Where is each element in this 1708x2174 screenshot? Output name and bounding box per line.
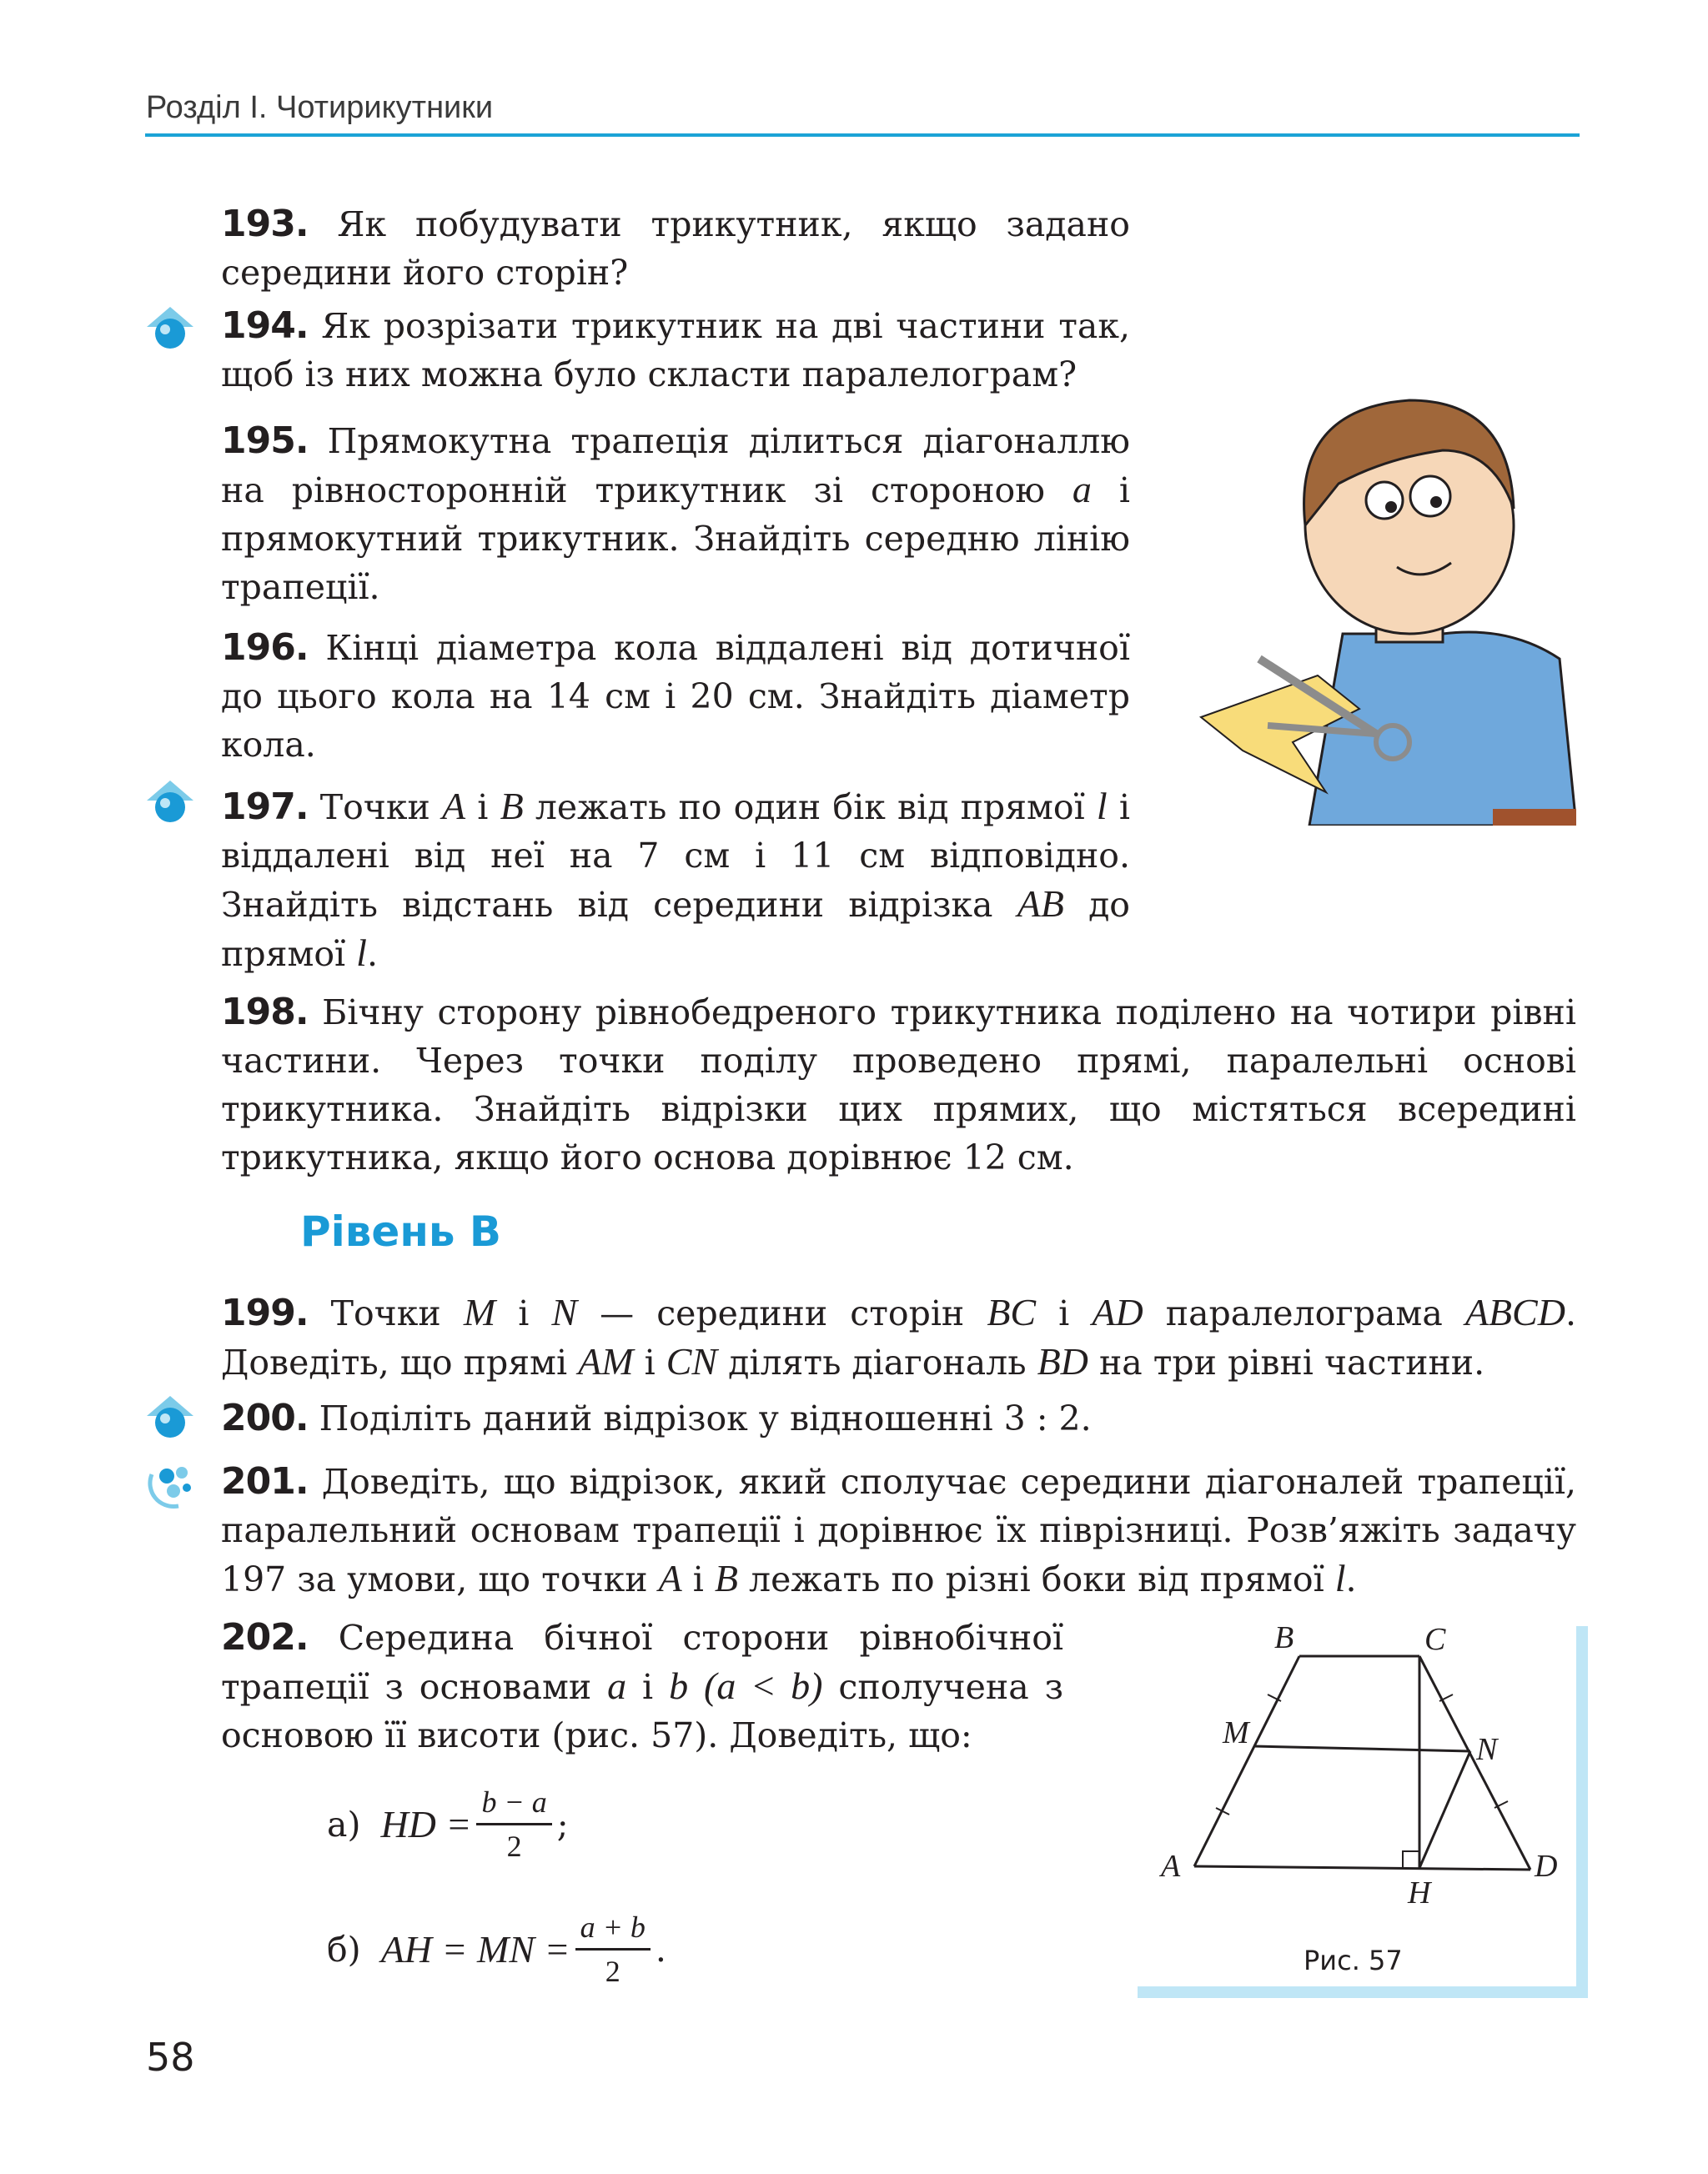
segment-NH xyxy=(1419,1751,1470,1868)
math-variable: b xyxy=(669,1664,689,1707)
math-variable: A xyxy=(442,785,466,827)
math-variable: M xyxy=(463,1291,496,1333)
problem-number: 197. xyxy=(221,786,309,828)
formula-label: а) xyxy=(327,1804,361,1845)
label-C: C xyxy=(1424,1626,1446,1657)
problem-number: 202. xyxy=(221,1616,309,1659)
label-D: D xyxy=(1535,1849,1558,1884)
problem-text: і xyxy=(465,787,500,827)
math-variable: CN xyxy=(666,1340,718,1383)
problem-200 xyxy=(221,1394,1576,1443)
problem-text: і віддалені від неї на 7 см і 11 см відповідно. Знайдіть відстань від середини відрізка xyxy=(221,787,1130,925)
figure-caption: Рис. 57 xyxy=(1304,1945,1403,1976)
fraction xyxy=(575,1910,651,1989)
right-angle-mark xyxy=(1403,1851,1419,1868)
label-M: M xyxy=(1223,1715,1249,1750)
base-AD xyxy=(1194,1866,1530,1870)
math-variable: l xyxy=(356,931,367,974)
problem-text: лежать по один бік від прямої xyxy=(523,787,1097,827)
problem-number: 194. xyxy=(221,304,309,347)
math-condition: (a < b) xyxy=(704,1664,823,1707)
problem-number: 200. xyxy=(221,1397,309,1439)
math-variable: AB xyxy=(1017,882,1064,925)
side-AB xyxy=(1194,1656,1299,1866)
problem-number: 195. xyxy=(221,419,309,462)
problem-text: Як розрізати трикутник на дві частини так, щоб із них можна було скласти паралелограм? xyxy=(221,306,1130,394)
boy-with-scissors-illustration xyxy=(1193,359,1576,826)
label-H: H xyxy=(1408,1875,1431,1910)
problem-text: Середина бічної сторони рівнобічної трапеції з основами xyxy=(221,1618,1063,1707)
math-variable: ABCD xyxy=(1464,1291,1565,1333)
problem-202 xyxy=(221,1614,1063,1760)
math-variable: l xyxy=(1096,785,1108,827)
formula-b xyxy=(327,1910,666,1989)
math-variable: AD xyxy=(1092,1291,1143,1333)
math-variable: BD xyxy=(1037,1340,1088,1383)
problem-text: Доведіть, що відрізок, який сполучає середини діагоналей трапеції, паралельний основам трапеції і дорівнює їх піврізниці. Розв’яжіть задачу 197 за умови, що точки xyxy=(221,1462,1576,1599)
problem-text: Поділіть даний відрізок у відношенні 3 : 2. xyxy=(319,1398,1092,1438)
problem-text: паралелограма xyxy=(1143,1293,1465,1333)
problem-text: — середини сторін xyxy=(577,1293,987,1333)
problem-text: на три рівні частини. xyxy=(1088,1343,1485,1383)
figure-frame-bottom xyxy=(1138,1986,1588,1998)
problem-text: . xyxy=(1345,1559,1357,1599)
level-marker-icon xyxy=(143,302,197,355)
trapezoid-figure xyxy=(1143,1626,1576,1985)
formula-lhs-text: HD = xyxy=(380,1803,472,1845)
math-variable: a xyxy=(607,1664,627,1707)
problem-text: і xyxy=(495,1293,552,1333)
problem-number: 199. xyxy=(221,1292,309,1334)
problem-text: сполучена з основою її висоти (рис. 57). Доведіть, що: xyxy=(221,1667,1063,1755)
problem-text: і прямокутний трикутник. Знайдіть середню лінію трапеції. xyxy=(221,470,1131,607)
level-marker-icon xyxy=(143,776,197,829)
problem-196 xyxy=(221,624,1130,769)
problem-number: 196. xyxy=(221,626,309,669)
level-heading: Рівень В xyxy=(300,1207,502,1256)
problem-198 xyxy=(221,988,1576,1182)
figure-frame-right xyxy=(1576,1626,1588,1998)
problem-194 xyxy=(221,302,1130,399)
bubbles-icon xyxy=(143,1458,197,1511)
problem-text: і xyxy=(626,1667,670,1707)
fraction-numerator: a + b xyxy=(575,1910,651,1951)
problem-text xyxy=(688,1667,704,1707)
problem-text: Точки xyxy=(319,787,442,827)
section-header: Розділ І. Чотирикутники xyxy=(146,90,494,125)
level-marker-icon xyxy=(143,1391,197,1444)
problem-text: і xyxy=(681,1559,715,1599)
label-B: B xyxy=(1274,1626,1294,1655)
fraction-numerator: b − a xyxy=(476,1785,551,1825)
problem-number: 201. xyxy=(221,1460,309,1503)
problem-text: . Доведіть, що прямі xyxy=(221,1293,1576,1383)
math-variable: B xyxy=(714,1557,738,1599)
fraction-denominator: 2 xyxy=(605,1955,620,1988)
page-number: 58 xyxy=(146,2035,195,2080)
problem-text: лежать по різні боки від прямої xyxy=(738,1559,1335,1599)
problem-197 xyxy=(221,782,1130,978)
problem-201 xyxy=(221,1458,1576,1604)
problem-text: Бічну сторону рівнобедреного трикутника поділено на чотири рівні частини. Через точки поділу проведено прямі, паралельні основі трикутника. Знайдіть відрізки цих прямих, що містяться всередині трикутника, якщо його основа дорівнює 12 см. xyxy=(221,992,1576,1177)
math-variable: a xyxy=(1072,468,1092,510)
formula-lhs-text: AH = MN = xyxy=(380,1928,570,1971)
problem-number: 198. xyxy=(221,991,309,1033)
problem-text: . xyxy=(366,934,378,974)
segment-MN xyxy=(1254,1746,1470,1751)
math-variable: AM xyxy=(578,1340,634,1383)
formula-lhs xyxy=(381,1927,570,1971)
label-A: A xyxy=(1161,1849,1181,1884)
problem-text: ділять діагональ xyxy=(717,1343,1037,1383)
math-variable: l xyxy=(1334,1557,1346,1599)
formula-tail: . xyxy=(655,1929,666,1970)
problem-text: Кінці діаметра кола віддалені від дотичної до цього кола на 14 см і 20 см. Знайдіть діаметр кола. xyxy=(221,628,1130,765)
math-variable: A xyxy=(658,1557,682,1599)
formula-lhs xyxy=(380,1802,471,1846)
side-CD xyxy=(1419,1656,1530,1870)
problem-text: Як побудувати трикутник, якщо задано середини його сторін? xyxy=(221,204,1130,293)
formula-a xyxy=(327,1785,569,1864)
math-variable: BC xyxy=(987,1291,1037,1333)
math-variable: N xyxy=(551,1291,578,1333)
problem-text: і xyxy=(633,1343,666,1383)
fraction-denominator: 2 xyxy=(506,1830,522,1863)
problem-text: до прямої xyxy=(221,885,1130,974)
problem-195 xyxy=(221,417,1130,611)
problem-number: 193. xyxy=(221,203,309,245)
formula-label: б) xyxy=(327,1929,361,1970)
label-N: N xyxy=(1476,1732,1498,1767)
problem-193 xyxy=(221,200,1130,297)
problem-text: і xyxy=(1036,1293,1093,1333)
formula-tail: ; xyxy=(556,1804,569,1845)
problem-text: Точки xyxy=(330,1293,464,1333)
problem-text: Прямокутна трапеція ділиться діагоналлю на рівносторонній трикутник зі стороною xyxy=(221,421,1130,510)
fraction xyxy=(476,1785,551,1864)
header-rule xyxy=(145,133,1580,137)
math-variable: B xyxy=(500,785,524,827)
problem-199 xyxy=(221,1288,1576,1387)
